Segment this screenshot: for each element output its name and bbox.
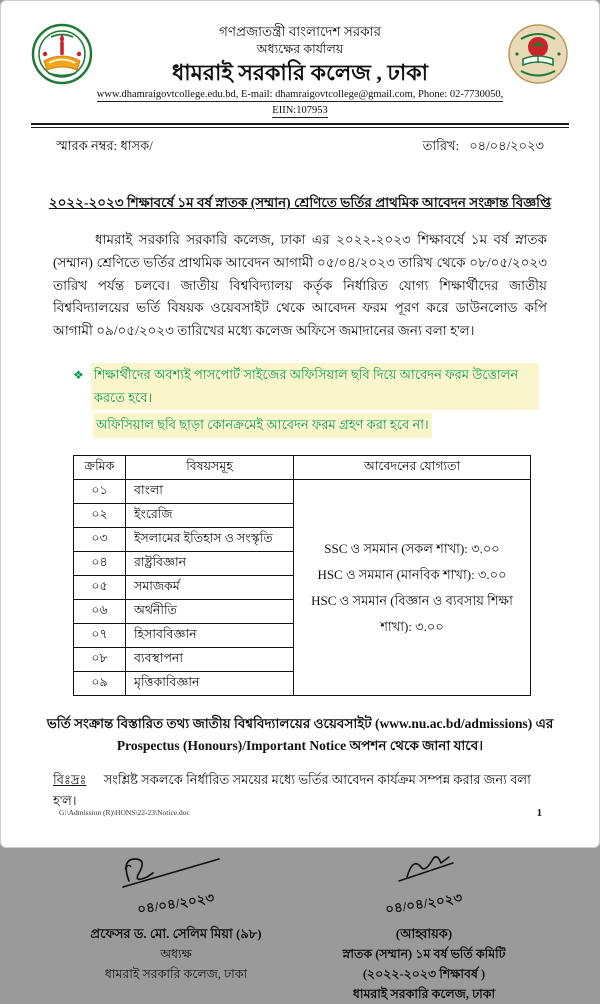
principal-signature-icon [101, 851, 251, 895]
signature-block-convener [309, 851, 539, 1004]
serial-cell: ০১ [74, 480, 126, 504]
signature-block-principal [61, 851, 291, 1004]
college-seal-icon [31, 23, 93, 85]
page-number: 1 [536, 808, 542, 819]
signature-area [61, 851, 539, 1004]
convener-session: (২০২২-২০২৩ শিক্ষাবর্ষ ) [362, 966, 486, 981]
subject-cell: অর্থনীতি [126, 600, 294, 624]
table-row [74, 480, 531, 504]
subject-cell: সমাজকর্ম [126, 576, 294, 600]
body-paragraph: ধামরাই সরকারি সরকারি কলেজ, ঢাকা এর ২০২২-২০২৩ শিক্ষাবর্ষে ১ম বর্ষ স্নাতক (সম্মান) শ্রেণিতে ভর্তির প্রাথমিক আবেদন আগামী ০৫/০৪/২০২৩ তারিখ থেকে ০৮/০৫/২০২৩ তারিখ পর্যন্ত চলবে। জাতীয় বিশ্ববিদ্যালয় কর্তৃক নির্ধারিত যোগ্য শিক্ষার্থীদের জাতীয় বিশ্ববিদ্যালয়ের ভর্তি বিষয়ক ওয়েবসাইট থেকে আবেদন ফরম পূরণ করে ডাউনলোড কপি আগামী ০৯/০৫/২০২৩ তারিখের মধ্যে কলেজ অফিসে জমাদানের জন্য বলা হ'ল। [53, 232, 547, 339]
convener-signature-icon [349, 851, 499, 895]
principal-org: ধামরাই সরকারি কলেজ, ঢাকা [104, 966, 248, 981]
note-line-1: শিক্ষার্থীদের অবশ্যই পাসপোর্ট সাইজের অফিসিয়াল ছবি দিয়ে আবেদন ফরম উত্তোলন করতে হবে। [91, 363, 539, 411]
serial-cell: ০৫ [74, 576, 126, 600]
col-header-eligibility: আবেদনের যোগ্যতা [294, 456, 531, 480]
serial-cell: ০২ [74, 504, 126, 528]
website-info-note: ভর্তি সংক্রান্ত বিস্তারিত তথ্য জাতীয় বিশ্ববিদ্যালয়ের ওয়েবসাইট (www.nu.ac.bd/admissions) এর Prospectus (Honours)/Important Notice অপশন থেকে জানা যাবে। [46, 716, 554, 753]
subject-cell: রাষ্ট্রবিজ্ঞান [126, 552, 294, 576]
national-university-seal-icon [507, 23, 569, 85]
convener-committee: স্নাতক (সম্মান) ১ম বর্ষ ভর্তি কমিটি [342, 946, 506, 961]
header-divider [31, 123, 569, 128]
principal-designation: অধ্যক্ষ [160, 946, 192, 961]
serial-cell: ০৯ [74, 672, 126, 696]
subjects-eligibility-table [73, 455, 531, 696]
signature-date: ০৪/০৪/২০২৩ [384, 890, 464, 918]
government-line: গণপ্রজাতন্ত্রী বাংলাদেশ সরকার [218, 24, 382, 39]
eligibility-line: HSC ও সমমান (মানবিক শাখা): ৩.০০ [317, 566, 507, 582]
diamond-bullet-icon: ❖ [73, 367, 84, 382]
subject-cell: মৃত্তিকাবিজ্ঞান [126, 672, 294, 696]
eligibility-line: HSC ও সমমান (বিজ্ঞান ও ব্যবসায় শিক্ষা শাখা): ৩.০০ [311, 592, 513, 634]
convener-org: ধামরাই সরকারি কলেজ, ঢাকা [352, 986, 496, 1001]
eligibility-cell [294, 480, 531, 696]
note-line-2: অফিসিয়াল ছবি ছাড়া কোনক্রমেই আবেদন ফরম গ্রহণ করা হবে না। [93, 413, 432, 438]
date-value: ০৪/০৪/২০২৩ [469, 138, 544, 154]
subject-cell: ব্যবস্থাপনা [126, 648, 294, 672]
eligibility-line: SSC ও সমমান (সকল শাখা): ৩.০০ [324, 540, 500, 556]
table-header-row [74, 456, 531, 480]
office-line: অধ্যক্ষের কার্যালয় [256, 41, 344, 56]
serial-cell: ০৬ [74, 600, 126, 624]
nb-label: বিঃদ্রঃ [53, 772, 87, 788]
nb-note [53, 771, 547, 813]
notice-title: ২০২২-২০২৩ শিক্ষাবর্ষে ১ম বর্ষ স্নাতক (সম্মান) শ্রেণিতে ভর্তির প্রাথমিক আবেদন সংক্রান্ত বিজ্ঞপ্তি [48, 195, 552, 211]
convener-role: (আহ্বায়ক) [395, 926, 453, 942]
serial-cell: ০৩ [74, 528, 126, 552]
signature-date: ০৪/০৪/২০২৩ [136, 890, 216, 918]
memo-date [423, 137, 544, 158]
serial-cell: ০৭ [74, 624, 126, 648]
college-name: ধামরাই সরকারি কলেজ , ঢাকা [171, 60, 429, 86]
subject-cell: ইসলামের ইতিহাস ও সংস্কৃতি [126, 528, 294, 552]
serial-cell: ০৪ [74, 552, 126, 576]
contact-line: www.dhamraigovtcollege.edu.bd, E-mail: dhamraigovtcollege@gmail.com, Phone: 02-7730050, EIIN:107953 [96, 88, 504, 116]
nb-text: সংশ্লিষ্ট সকলকে নির্ধারিত সময়ের মধ্যে ভর্তির আবেদন কার্যক্রম সম্পন্ন করার জন্য বলা হ'ল। [53, 772, 531, 809]
file-path: G:\Admission (R)\HONS\22-23\Notice.doc [59, 808, 190, 817]
date-label: তারিখ: [422, 138, 460, 154]
subject-cell: বাংলা [126, 480, 294, 504]
subject-cell: হিসাববিজ্ঞান [126, 624, 294, 648]
letterhead [31, 23, 569, 118]
memo-number: স্মারক নম্বর: ধাসক/ [56, 138, 153, 154]
subject-cell: ইংরেজি [126, 504, 294, 528]
photo-requirement-note [73, 363, 539, 438]
serial-cell: ০৮ [74, 648, 126, 672]
principal-name: প্রফেসর ড. মো. সেলিম মিয়া (৯৮) [90, 926, 262, 942]
col-header-serial: ক্রমিক [74, 456, 126, 480]
col-header-subject: বিষয়সমূহ [126, 456, 294, 480]
